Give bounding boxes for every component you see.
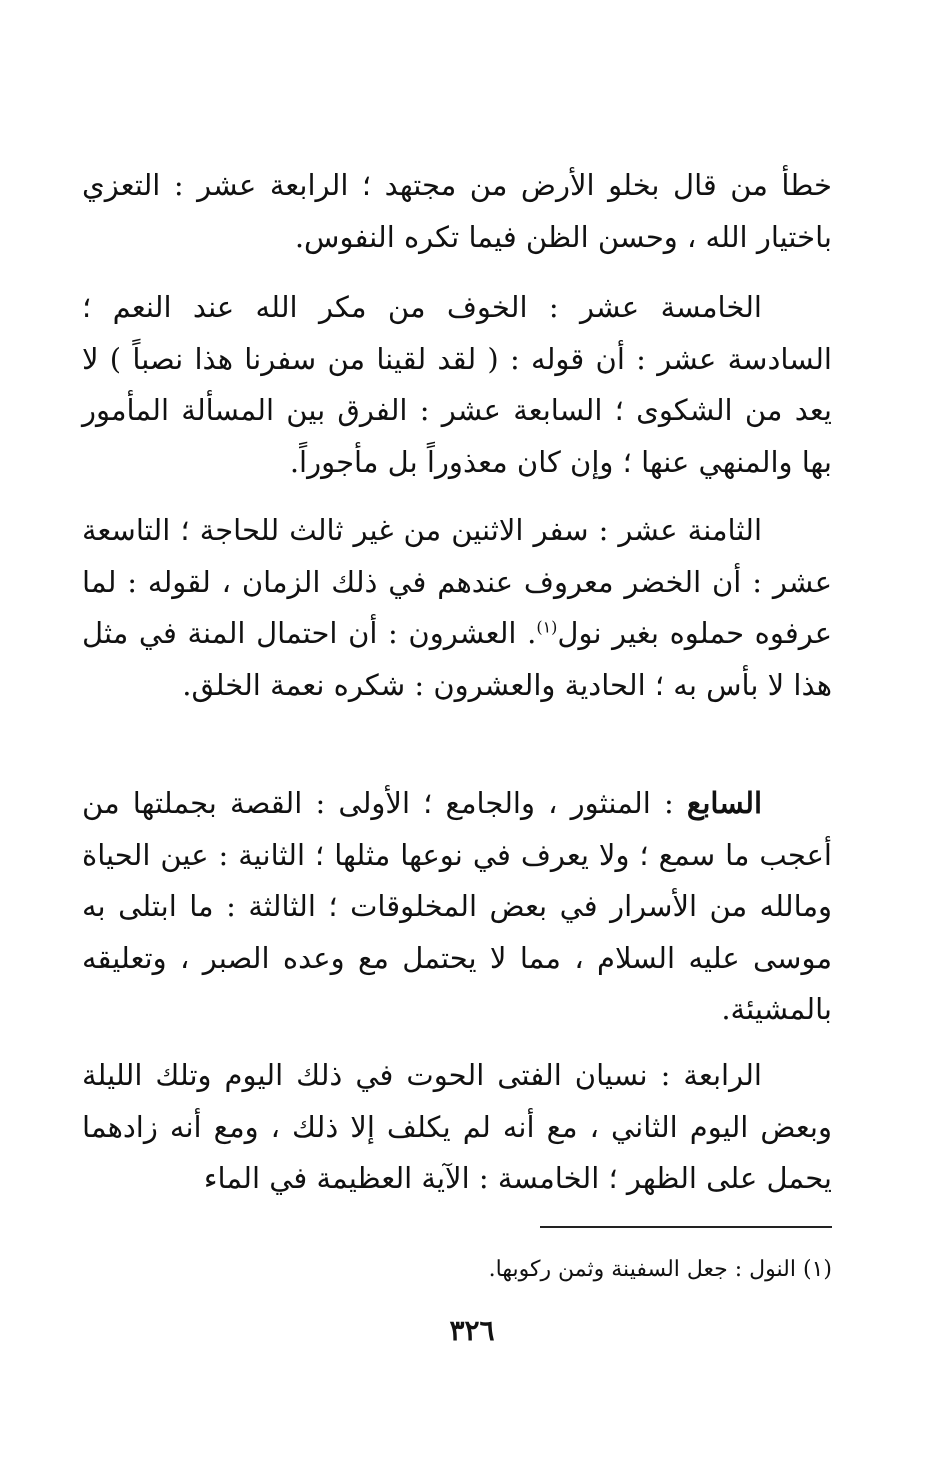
- footnote-reference: (١): [536, 617, 558, 637]
- footnote-divider: [540, 1226, 832, 1228]
- page-number: ٣٢٦: [449, 1314, 495, 1347]
- paragraph-4-text: [82, 778, 832, 1036]
- paragraph-3-text: [82, 505, 832, 711]
- paragraph-1-text: خطأ من قال بخلو الأرض من مجتهد ؛ الرابعة عشر : التعزي باختيار الله ، وحسن الظن فيما تكره النفوس.: [82, 168, 832, 254]
- paragraph-2-text: الخامسة عشر : الخوف من مكر الله عند النعم ؛ السادسة عشر : أن قوله : ( لقد لقينا من سفرنا هذا نصباً ) لا يعد من الشكوى ؛ السابعة عشر : الفرق بين المسألة المأمور بها والمنهي عنها ؛ وإن كان معذوراً بل مأجوراً.: [82, 290, 832, 479]
- paragraph-4-body: : المنثور ، والجامع ؛ الأولى : القصة بجملتها من أعجب ما سمع ؛ ولا يعرف في نوعها مثلها ؛ الثانية : عين الحياة ومالله من الأسرار في بعض المخلوقات ؛ الثالثة : ما ابتلى به موسى عليه السلام ، مما لا يحتمل مع وعده الصبر ، وتعليقه بالمشيئة.: [82, 786, 832, 1026]
- paragraph-3: [82, 505, 832, 711]
- paragraph-3-text-after: . العشرون : أن احتمال المنة في مثل هذا لا بأس به ؛ الحادية والعشرون : شكره نعمة الخلق.: [82, 616, 832, 702]
- footnote-text: النول : جعل السفينة وثمن ركوبها.: [488, 1257, 796, 1282]
- paragraph-2: [82, 282, 832, 488]
- section-heading-seventh: السابع: [686, 786, 762, 820]
- paragraph-1: [82, 160, 832, 263]
- footnote-marker: (١): [802, 1257, 832, 1282]
- paragraph-3-text-before: الثامنة عشر : سفر الاثنين من غير ثالث للحاجة ؛ التاسعة عشر : أن الخضر معروف عندهم في ذلك الزمان ، لقوله : لما عرفوه حملوه بغير نول: [82, 513, 833, 650]
- paragraph-5: [82, 1050, 832, 1205]
- footnote: [82, 1251, 832, 1289]
- paragraph-4: [82, 778, 832, 1036]
- paragraph-5-text: الرابعة : نسيان الفتى الحوت في ذلك اليوم وتلك الليلة وبعض اليوم الثاني ، مع أنه لم يكلف إلا ذلك ، ومع أنه زادهما يحمل على الظهر ؛ الخامسة : الآية العظيمة في الماء: [82, 1058, 832, 1195]
